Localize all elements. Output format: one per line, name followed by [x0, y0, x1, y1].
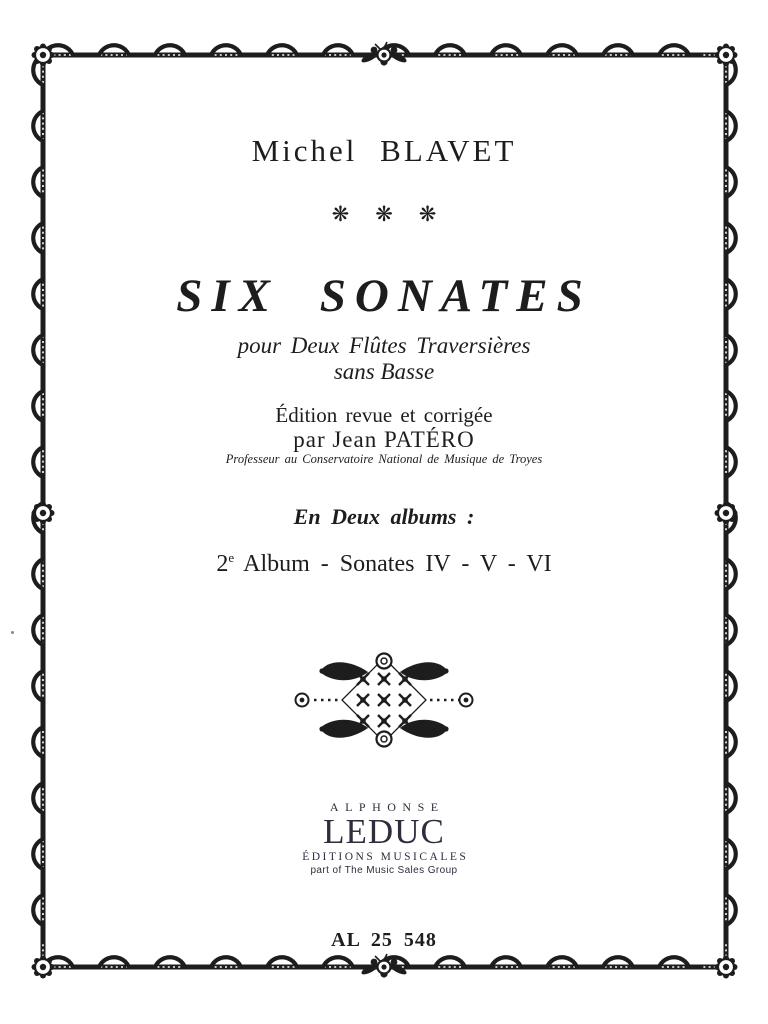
publisher-name-top: ALPHONSE: [329, 800, 445, 814]
fleuron-icon: ❋: [331, 202, 350, 226]
publisher-subtitle: ÉDITIONS MUSICALES: [302, 851, 469, 863]
fleuron-ornament-row: [0, 203, 768, 226]
album-contents-line: [0, 551, 768, 577]
publisher-group-line: part of The Music Sales Group: [310, 864, 458, 876]
instrumentation-line: pour Deux Flûtes Traversières: [237, 333, 531, 358]
album-sonatas: Album - Sonates IV - V - VI: [243, 551, 552, 577]
instrumentation-line-2: sans Basse: [333, 359, 435, 384]
editor-credentials: Professeur au Conservatoire National de Musique de Troyes: [225, 452, 543, 466]
albums-heading: En Deux albums :: [293, 504, 475, 529]
fleuron-icon: ❋: [418, 202, 437, 226]
editor-name-line: par Jean PATÉRO: [293, 427, 475, 452]
composer-name: Michel BLAVET: [251, 133, 517, 168]
central-fleuron-ornament: [296, 654, 473, 747]
plate-number: AL 25 548: [331, 929, 437, 951]
album-number: 2: [216, 551, 229, 577]
publisher-logo: [0, 801, 768, 876]
publisher-name-main: LEDUC: [323, 812, 445, 851]
work-title: SIX SONATES: [176, 270, 592, 322]
album-number-suffix: e: [228, 550, 235, 565]
fleuron-icon: ❋: [375, 202, 393, 226]
scan-speck: [11, 631, 14, 634]
edition-note-line: Édition revue et corrigée: [275, 403, 493, 427]
